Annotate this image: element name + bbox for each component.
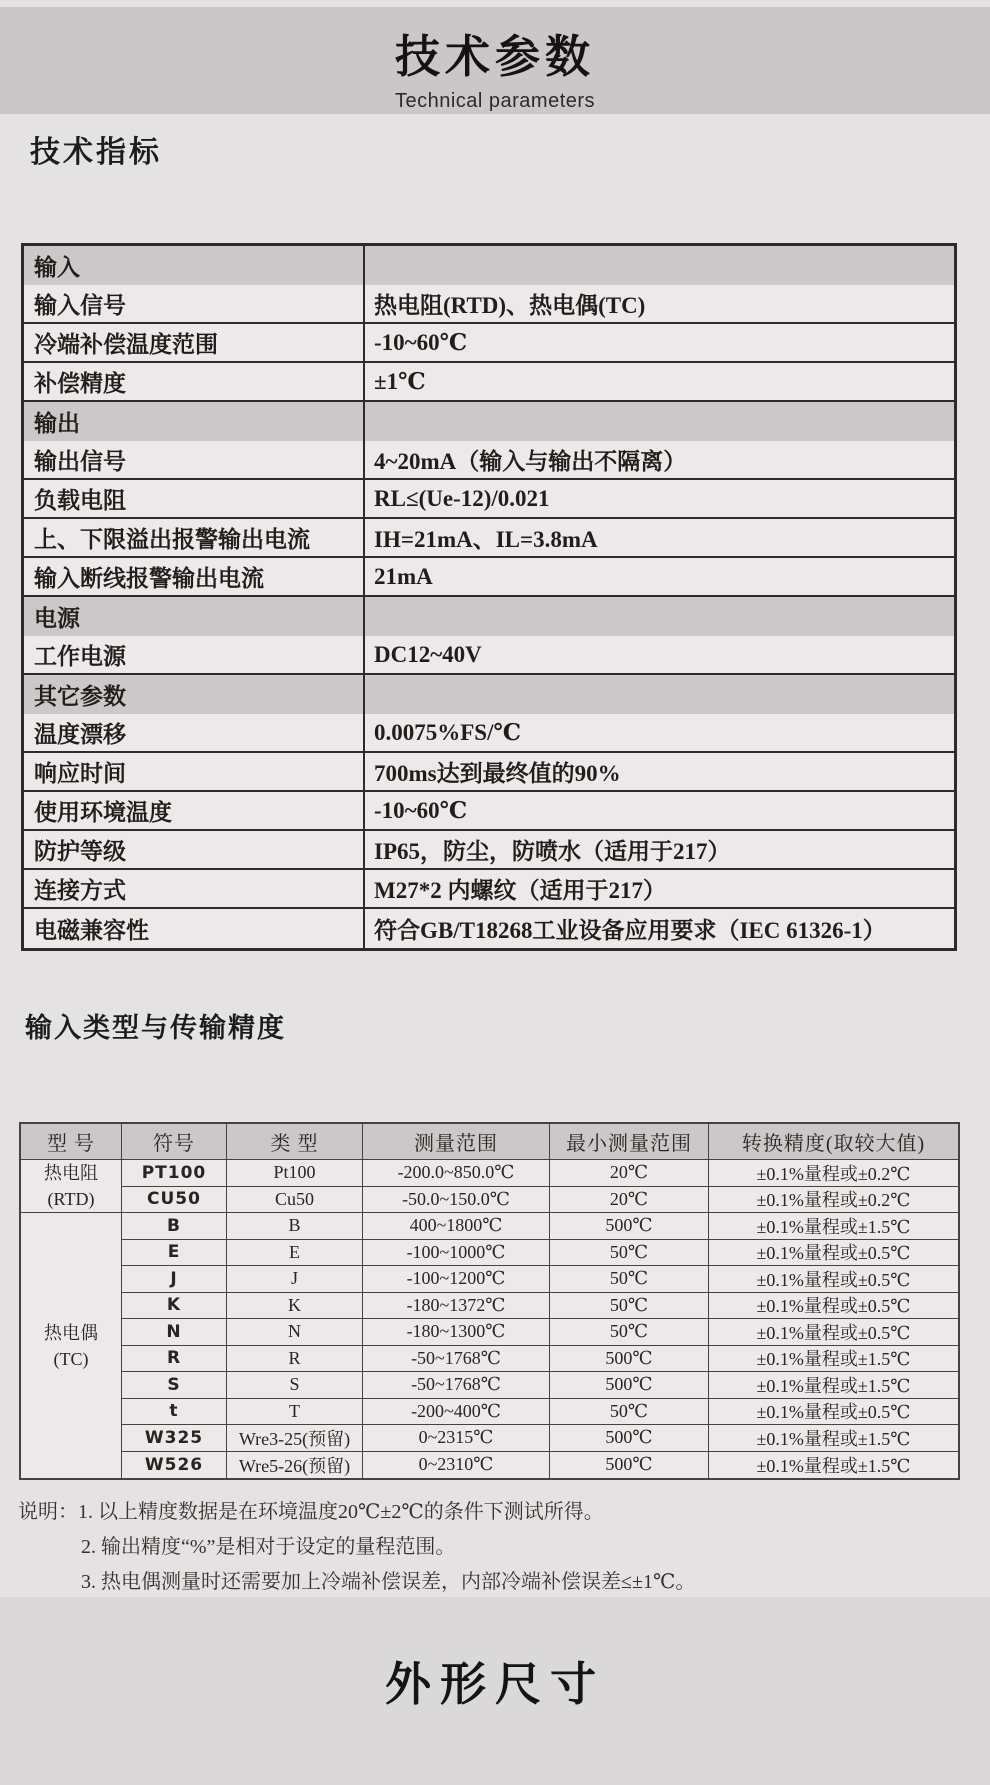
- range-cell: 400~1800℃: [363, 1213, 550, 1240]
- range-cell: -100~1000℃: [363, 1240, 550, 1267]
- accuracy-cell: ±0.1%量程或±0.5℃: [709, 1399, 958, 1426]
- spec-label: 电源: [24, 597, 365, 636]
- column-header: 类 型: [227, 1124, 363, 1160]
- spec-value: DC12~40V: [374, 641, 482, 667]
- note-text: 3. 热电偶测量时还需要加上冷端补偿误差，内部冷端补偿误差≤±1℃。: [81, 1571, 696, 1593]
- model-group-cell: [21, 1213, 122, 1478]
- spec-label: 负载电阻: [24, 480, 365, 517]
- spec-label: 输出信号: [24, 441, 365, 478]
- column-header: 型 号: [21, 1124, 122, 1160]
- range-cell: 0~2310℃: [363, 1452, 550, 1479]
- symbol-cell: R: [122, 1346, 227, 1373]
- spec-row: [24, 909, 954, 948]
- spec-label: 响应时间: [24, 753, 365, 790]
- spec-label: 防护等级: [24, 831, 365, 868]
- spec-row: [24, 285, 954, 324]
- spec-row: [24, 519, 954, 558]
- spec-row: [24, 441, 954, 480]
- column-header: 转换精度(取较大值): [709, 1124, 958, 1160]
- spec-row: [24, 558, 954, 597]
- spec-value: 700ms达到最终值的90%: [374, 761, 621, 786]
- range-cell: -100~1200℃: [363, 1266, 550, 1293]
- symbol-cell: J: [122, 1266, 227, 1293]
- symbol-cell: W526: [122, 1452, 227, 1479]
- min-range-cell: 500℃: [550, 1346, 709, 1373]
- spec-row: [24, 363, 954, 402]
- range-cell: -180~1372℃: [363, 1293, 550, 1320]
- min-range-cell: 50℃: [550, 1266, 709, 1293]
- spec-value: 21mA: [374, 563, 433, 589]
- notes: [18, 1492, 695, 1597]
- spec-value: RL≤(Ue-12)/0.021: [374, 485, 550, 511]
- spec-value: 0.0075%FS/℃: [374, 720, 522, 745]
- spec-section-row: [24, 675, 954, 714]
- note-line: [81, 1562, 695, 1597]
- type-cell: Wre5-26(预留): [227, 1452, 363, 1479]
- spec-value: 4~20mA（输入与输出不隔离）: [374, 449, 687, 474]
- accuracy-cell: ±0.1%量程或±0.5℃: [709, 1240, 958, 1267]
- accuracy-cell: ±0.1%量程或±1.5℃: [709, 1372, 958, 1399]
- spec-label: 补偿精度: [24, 363, 365, 400]
- accuracy-cell: ±0.1%量程或±1.5℃: [709, 1213, 958, 1240]
- accuracy-cell: ±0.1%量程或±1.5℃: [709, 1346, 958, 1373]
- symbol-cell: K: [122, 1293, 227, 1320]
- spec-value: -10~60℃: [374, 330, 468, 355]
- accuracy-cell: ±0.1%量程或±1.5℃: [709, 1425, 958, 1452]
- page-title: 技术参数: [394, 31, 595, 82]
- type-cell: E: [227, 1240, 363, 1267]
- section-heading-technical-specs: 技术指标: [30, 136, 162, 169]
- spec-label: 上、下限溢出报警输出电流: [24, 519, 365, 556]
- accuracy-cell: ±0.1%量程或±0.5℃: [709, 1266, 958, 1293]
- spec-table: [21, 243, 957, 951]
- model-name: 热电偶: [44, 1322, 98, 1343]
- spec-value: [365, 597, 954, 636]
- min-range-cell: 50℃: [550, 1319, 709, 1346]
- model-abbr: (TC): [53, 1348, 89, 1369]
- spec-value: IH=21mA、IL=3.8mA: [374, 527, 598, 552]
- note-line: [18, 1492, 695, 1527]
- note-text: 2. 输出精度“%”是相对于设定的量程范围。: [81, 1536, 456, 1558]
- spec-section-row: [24, 246, 954, 285]
- spec-label: 输入断线报警输出电流: [24, 558, 365, 595]
- type-cell: Wre3-25(预留): [227, 1425, 363, 1452]
- model-abbr: (RTD): [47, 1189, 95, 1209]
- spec-value: M27*2 内螺纹（适用于217）: [374, 878, 666, 903]
- spec-value: ±1℃: [374, 369, 426, 394]
- symbol-cell: N: [122, 1319, 227, 1346]
- min-range-cell: 20℃: [550, 1187, 709, 1214]
- spec-section-row: [24, 597, 954, 636]
- range-cell: -50.0~150.0℃: [363, 1187, 550, 1214]
- min-range-cell: 500℃: [550, 1425, 709, 1452]
- spec-row: [24, 324, 954, 363]
- input-type-table: [19, 1122, 960, 1480]
- spec-label: 其它参数: [24, 675, 365, 714]
- type-cell: S: [227, 1372, 363, 1399]
- page-subtitle: Technical parameters: [394, 90, 596, 112]
- spec-value: -10~60℃: [374, 798, 468, 823]
- spec-label: 冷端补偿温度范围: [24, 324, 365, 361]
- min-range-cell: 500℃: [550, 1372, 709, 1399]
- min-range-cell: 50℃: [550, 1240, 709, 1267]
- range-cell: -50~1768℃: [363, 1372, 550, 1399]
- spec-row: [24, 870, 954, 909]
- spec-value: IP65，防尘，防喷水（适用于217）: [374, 839, 731, 864]
- column-header: 符号: [122, 1124, 227, 1160]
- accuracy-cell: ±0.1%量程或±1.5℃: [756, 1455, 911, 1476]
- model-group-cell: [21, 1160, 122, 1213]
- type-cell: J: [227, 1266, 363, 1293]
- column-header: 测量范围: [363, 1124, 550, 1160]
- spec-label: 电磁兼容性: [24, 909, 365, 948]
- min-range-cell: 50℃: [550, 1293, 709, 1320]
- type-cell: R: [227, 1346, 363, 1373]
- symbol-cell: W325: [122, 1425, 227, 1452]
- accuracy-cell: ±0.1%量程或±0.2℃: [709, 1160, 958, 1187]
- spec-label: 温度漂移: [24, 714, 365, 751]
- spec-label: 输入: [24, 246, 365, 285]
- spec-label: 输入信号: [24, 285, 365, 322]
- spec-value: 热电阻(RTD)、热电偶(TC): [374, 293, 646, 318]
- spec-row: [24, 636, 954, 675]
- spec-value: 符合GB/T18268工业设备应用要求（IEC 61326-1）: [374, 918, 886, 943]
- symbol-cell: PT100: [122, 1160, 227, 1187]
- section-heading-input-types: 输入类型与传输精度: [25, 1013, 286, 1043]
- symbol-cell: t: [122, 1399, 227, 1426]
- min-range-cell: 50℃: [550, 1399, 709, 1426]
- min-range-cell: 500℃: [550, 1452, 709, 1479]
- type-cell: T: [227, 1399, 363, 1426]
- accuracy-cell: ±0.1%量程或±0.2℃: [709, 1187, 958, 1214]
- spec-label: 工作电源: [24, 636, 365, 673]
- min-range-cell: 500℃: [550, 1213, 709, 1240]
- range-cell: 0~2315℃: [363, 1425, 550, 1452]
- column-header: 最小测量范围: [550, 1124, 709, 1160]
- symbol-cell: CU50: [122, 1187, 227, 1214]
- note-text: 1. 以上精度数据是在环境温度20℃±2℃的条件下测试所得。: [78, 1501, 604, 1523]
- type-cell: K: [227, 1293, 363, 1320]
- symbol-cell: E: [122, 1240, 227, 1267]
- min-range-cell: 20℃: [550, 1160, 709, 1187]
- symbol-cell: B: [122, 1213, 227, 1240]
- spec-value: [365, 675, 954, 714]
- notes-label: 说明：: [18, 1501, 78, 1523]
- type-cell: B: [227, 1213, 363, 1240]
- note-line: [81, 1527, 695, 1562]
- type-cell: Pt100: [227, 1160, 363, 1187]
- page-header: [0, 7, 990, 114]
- spec-row: [24, 831, 954, 870]
- accuracy-cell: ±0.1%量程或±0.5℃: [709, 1293, 958, 1320]
- spec-value: [365, 402, 954, 441]
- dimensions-heading: 外形尺寸: [385, 1658, 605, 1710]
- spec-label: 输出: [24, 402, 365, 441]
- model-name: 热电阻: [44, 1163, 98, 1183]
- symbol-cell: S: [122, 1372, 227, 1399]
- spec-row: [24, 480, 954, 519]
- range-cell: -180~1300℃: [363, 1319, 550, 1346]
- spec-row: [24, 753, 954, 792]
- spec-label: 连接方式: [24, 870, 365, 907]
- spec-row: [24, 792, 954, 831]
- spec-value: [365, 246, 954, 285]
- range-cell: -200.0~850.0℃: [363, 1160, 550, 1187]
- spec-section-row: [24, 402, 954, 441]
- range-cell: -50~1768℃: [363, 1346, 550, 1373]
- spec-label: 使用环境温度: [24, 792, 365, 829]
- spec-row: [24, 714, 954, 753]
- type-cell: Cu50: [227, 1187, 363, 1214]
- type-cell: N: [227, 1319, 363, 1346]
- range-cell: -200~400℃: [363, 1399, 550, 1426]
- accuracy-cell: ±0.1%量程或±0.5℃: [709, 1319, 958, 1346]
